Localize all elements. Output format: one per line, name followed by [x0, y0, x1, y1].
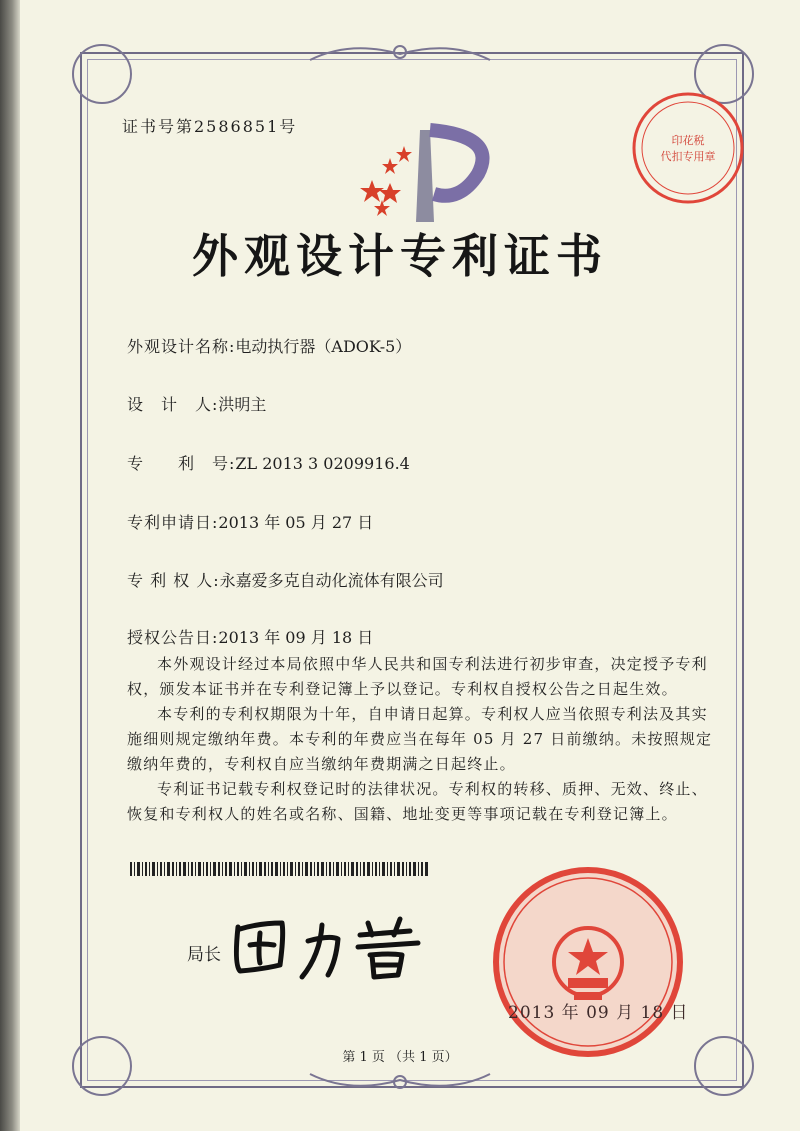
patentee-value: 永嘉爱多克自动化流体有限公司 — [219, 571, 444, 590]
tax-stamp-line2: 代扣专用章 — [660, 150, 716, 163]
designer-label: 设 计 人: — [127, 395, 219, 414]
corner-ornament-icon — [72, 44, 132, 104]
corner-ornament-icon — [694, 1036, 754, 1096]
grant-date-label: 授权公告日: — [127, 628, 219, 647]
filing-date-field — [127, 510, 373, 533]
bottom-ornament-icon — [300, 1068, 500, 1094]
body-paragraph: 本外观设计经过本局依照中华人民共和国专利法进行初步审查，决定授予专利权，颁发本证书并在专利登记簿上予以登记。专利权自授权公告之日起生效。 — [127, 655, 708, 698]
patentee-field — [127, 568, 444, 591]
cnipa-logo-icon — [360, 118, 500, 228]
page-footer: 第 1 页 （共 1 页） — [342, 1050, 458, 1065]
top-ornament-icon — [300, 40, 500, 66]
grant-date-value: 2013 年 09 月 18 日 — [218, 628, 374, 647]
grant-date-field — [127, 625, 373, 648]
design-name-value: 电动执行器（ADOK-5） — [235, 337, 412, 356]
filing-date-label: 专利申请日: — [127, 513, 219, 532]
barcode-icon — [130, 862, 430, 876]
filing-date-value: 2013 年 05 月 27 日 — [218, 513, 374, 532]
design-name-field — [127, 334, 411, 357]
scan-edge-shadow — [0, 0, 20, 1131]
patent-number-field — [127, 451, 410, 474]
patent-number-value: ZL 2013 3 0209916.4 — [235, 454, 410, 473]
tax-stamp-line1: 印花税 — [671, 134, 705, 147]
corner-ornament-icon — [72, 1036, 132, 1096]
body-paragraph: 本专利的专利权期限为十年，自申请日起算。专利权人应当依照专利法及其实施细则规定缴纳年费。本专利的年费应当在每年 05 月 27 日前缴纳。未按照规定缴纳年费的，专利权自应当缴纳年费期满之日起终止。 — [127, 705, 713, 773]
patent-number-label: 专 利 号: — [127, 454, 236, 473]
design-name-label: 外观设计名称: — [127, 337, 236, 356]
tax-stamp-icon — [628, 88, 748, 208]
official-seal-icon — [488, 862, 688, 1062]
certificate-number: 证书号第2586851号 — [122, 117, 298, 136]
certificate-body — [127, 652, 717, 827]
patentee-label: 专 利 权 人: — [127, 571, 220, 590]
page-title: 外观设计专利证书 — [192, 229, 608, 283]
director-label: 局长 — [187, 945, 221, 965]
director-signature — [230, 905, 430, 985]
body-paragraph: 专利证书记载专利权登记时的法律状况。专利权的转移、质押、无效、终止、恢复和专利权人的姓名或名称、国籍、地址变更等事项记载在专利登记簿上。 — [127, 780, 708, 823]
seal-date: 2013 年 09 月 18 日 — [508, 1003, 689, 1023]
designer-value: 洪明主 — [218, 395, 267, 414]
designer-field — [127, 392, 266, 415]
